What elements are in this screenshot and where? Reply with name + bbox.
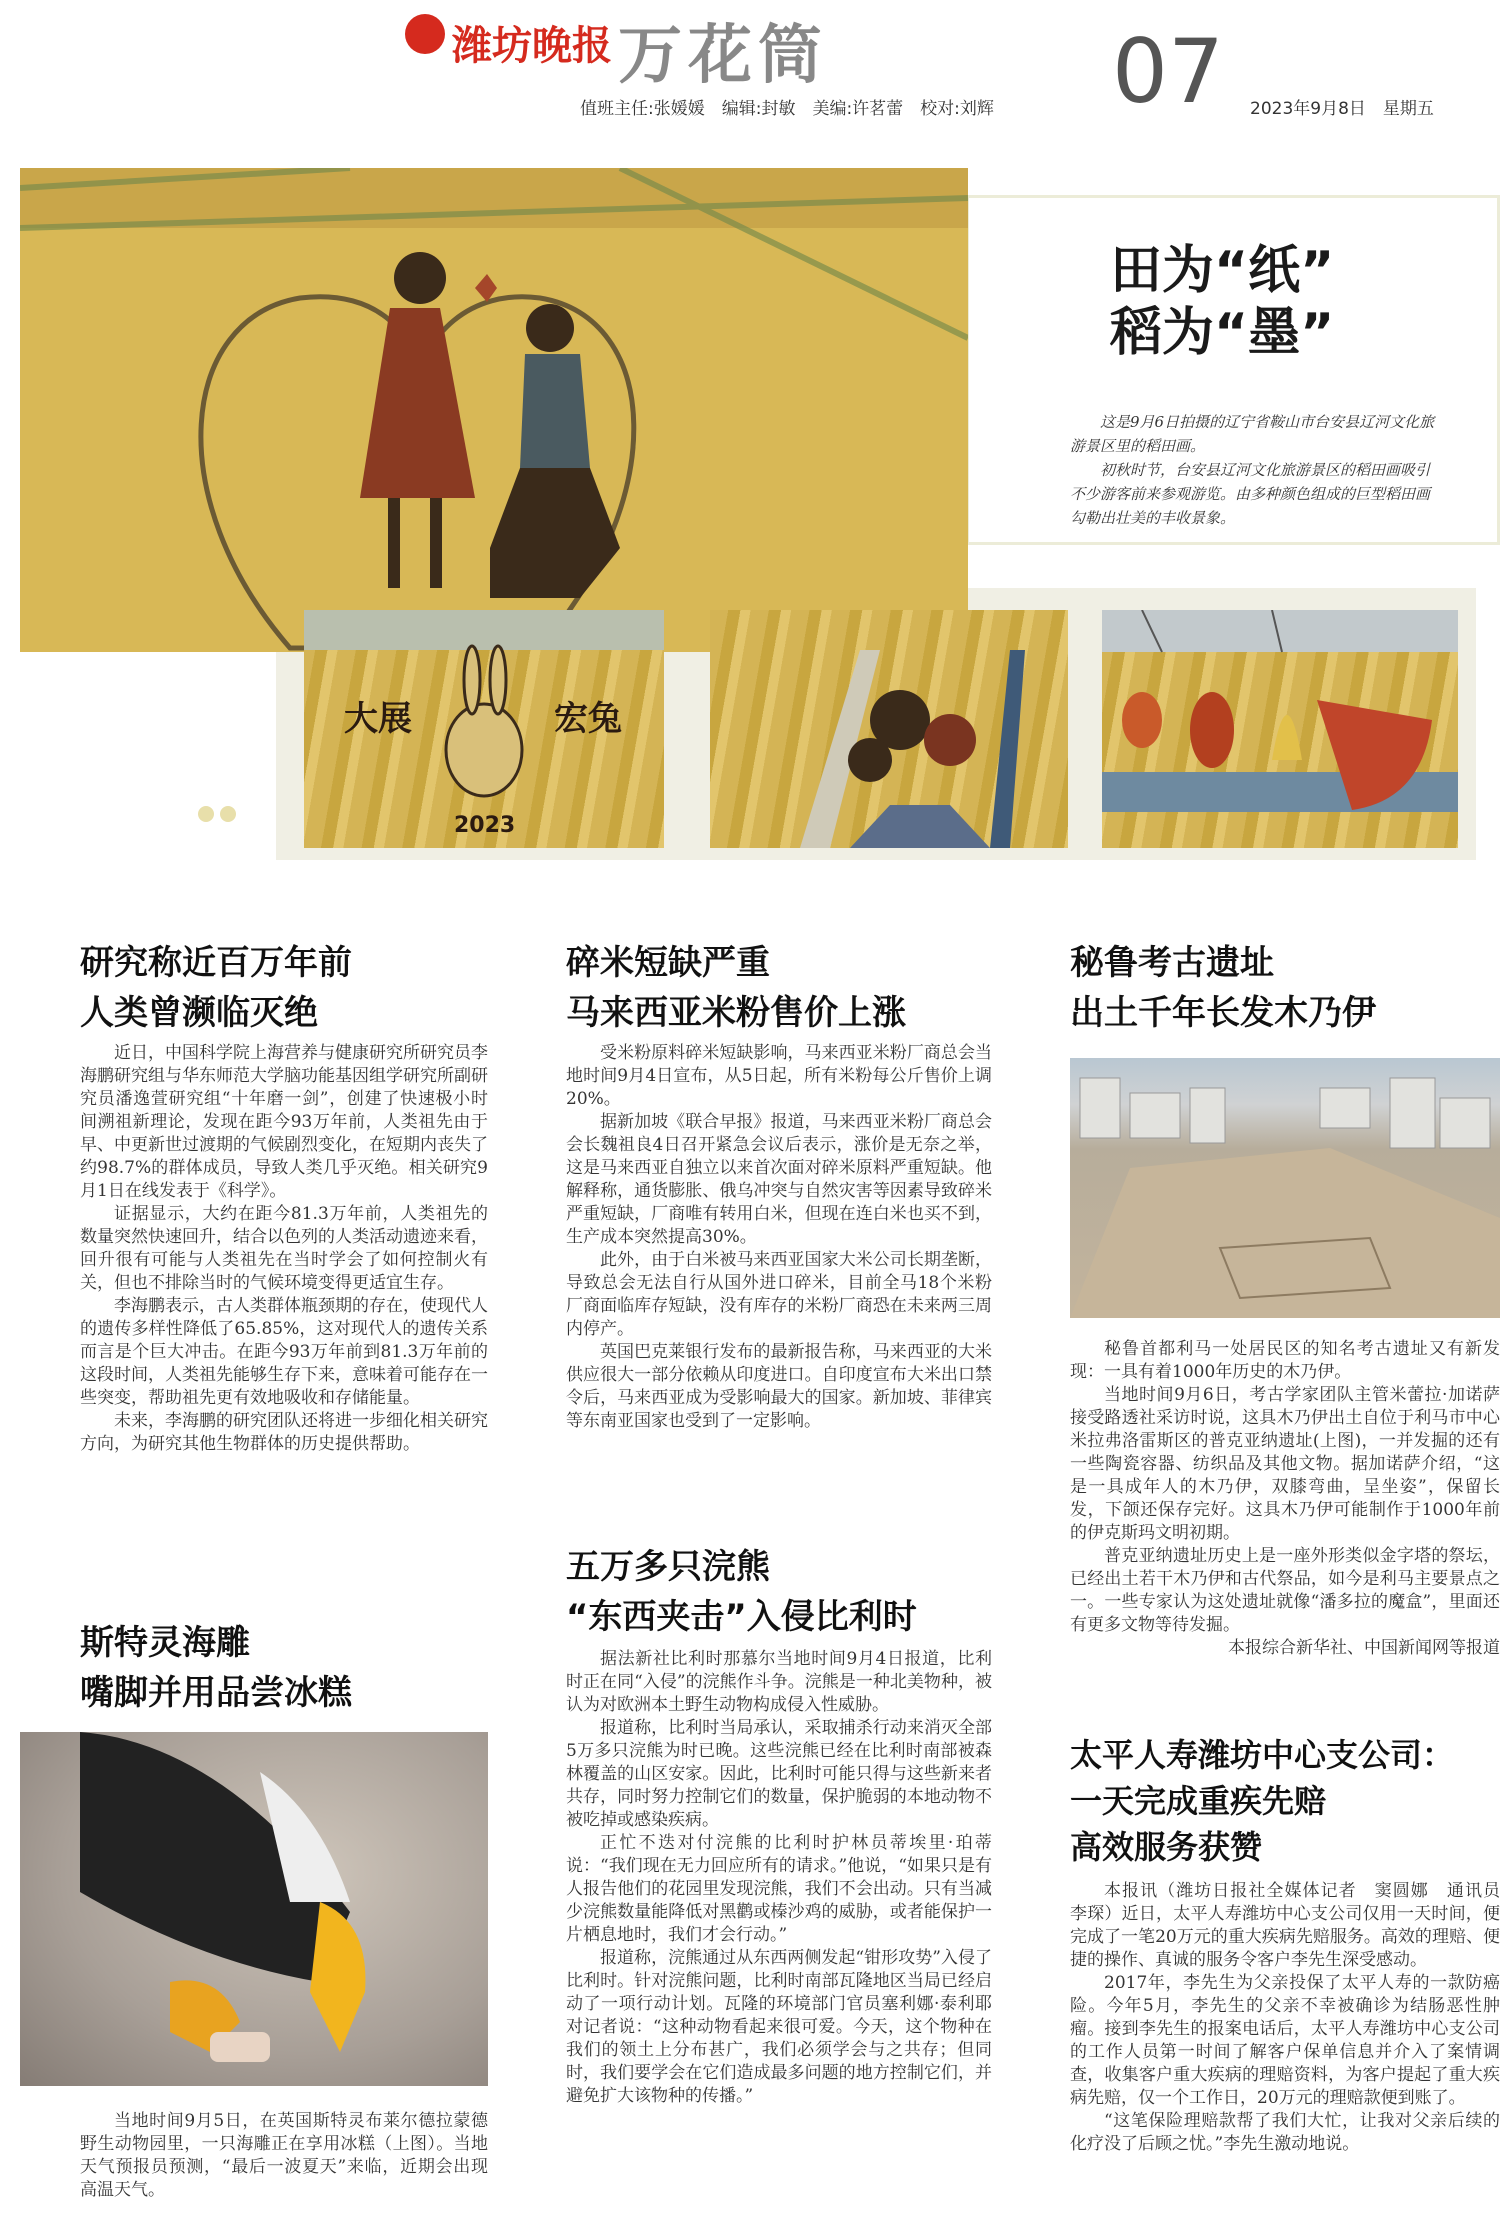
inset-year: 2023 <box>454 813 516 838</box>
headline-extinction: 研究称近百万年前 人类曾濒临灭绝 <box>80 943 352 1033</box>
dot <box>220 806 236 822</box>
article-eagle <box>80 2110 488 2202</box>
paragraph: 未来，李海鹏的研究团队还将进一步细化相关研究方向，为研究其他生物群体的历史提供帮助。 <box>80 1411 488 1454</box>
caption-paragraph: 初秋时节，台安县辽河文化旅游景区的稻田画吸引不少游客前来参观游览。由多种颜色组成的巨型稻田画勾勒出壮美的丰收景象。 <box>1070 461 1431 527</box>
paragraph: 当地时间9月6日，考古学家团队主管米蕾拉·加诺萨接受路透社采访时说，这具木乃伊出土自位于利马市中心米拉弗洛雷斯区的普克亚纳遗址(上图)，一并发掘的还有一些陶瓷容器、纺织品及其他文物。据加诺萨介绍，“这是一具成年人的木乃伊，双膝弯曲，呈坐姿”，保留长发，下颌还保存完好。这具木乃伊可能制作于1000年前的伊克斯玛文明初期。 <box>1070 1385 1500 1543</box>
paragraph: 当地时间9月5日，在英国斯特灵布莱尔德拉蒙德野生动物园里，一只海雕正在享用冰糕（上图）。当地天气预报员预测，“最后一波夏天”来临，近期会出现高温天气。 <box>80 2111 488 2200</box>
paragraph: 本报讯（潍坊日报社全媒体记者 窦圆娜 通讯员 李琛）近日，太平人寿潍坊中心支公司仅用一天时间，便完成了一笔20万元的重大疾病先赔服务。高效的理赔、便捷的操作、真诚的服务令客户李先生深受感动。 <box>1070 1881 1500 1970</box>
woman-head <box>394 252 446 304</box>
editor-credits: 值班主任:张媛媛 编辑:封敏 美编:许茗蕾 校对:刘辉 <box>580 99 994 119</box>
paragraph: 近日，中国科学院上海营养与健康研究所研究员李海鹏研究组与华东师范大学脑功能基因组学研究所副研究员潘逸萱研究组“十年磨一剑”，创建了快速极小时间溯祖新理论，发现在距今93万年前，人类祖先由于早、中更新世过渡期的气候剧烈变化，在短期内丧失了约98.7%的群体成员，导致人类几乎灭绝。相关研究9月1日在线发表于《科学》。 <box>80 1043 488 1201</box>
paragraph: 英国巴克莱银行发布的最新报告称，马来西亚的大米供应很大一部分依赖从印度进口。自印度宣布大米出口禁令后，马来西亚成为受影响最大的国家。新加坡、菲律宾等东南亚国家也受到了一定影响。 <box>566 1342 992 1431</box>
rabbit-art <box>304 610 664 848</box>
headline-insurance: 太平人寿潍坊中心支公司： 一天完成重疾先赔 高效服务获赞 <box>1070 1736 1455 1866</box>
paragraph: 李海鹏表示，古人类群体瓶颈期的存在，使现代人的遗传多样性降低了65.85%，这对现代人的遗传关系而言是个巨大冲击。在距今93万年前到81.3万年前的这段时间，人类祖先能够生存下来，意味着可能存在一些突变，帮助祖先更有效地吸收和存储能量。 <box>80 1296 488 1408</box>
newspaper-brand: 潍坊晚报 <box>452 23 612 69</box>
apple-art <box>1122 692 1162 748</box>
flower-field-photo <box>710 610 1068 848</box>
section-title: 万花筒 <box>618 18 828 93</box>
paragraph: 受米粉原料碎米短缺影响，马来西亚米粉厂商总会当地时间9月4日宣布，从5日起，所有米粉每公斤售价上调20%。 <box>566 1043 992 1109</box>
fruit-art <box>1102 610 1458 848</box>
headline-raccoon: 五万多只浣熊 “东西夹击”入侵比利时 <box>566 1547 917 1637</box>
article-rice <box>566 1042 992 1433</box>
man-head <box>526 304 574 352</box>
article-mummy <box>1070 1338 1500 1660</box>
paragraph: 据新加坡《联合早报》报道，马来西亚米粉厂商总会会长魏祖良4日召开紧急会议后表示，涨价是无奈之举，这是马来西亚自独立以来首次面对碎米原料严重短缺。他解释称，通货膨胀、俄乌冲突与自然灾害等因素导致碎米严重短缺，厂商唯有转用白米，但现在连白米也买不到，生产成本突然提高30%。 <box>566 1112 992 1247</box>
eagle-art <box>20 1732 488 2086</box>
decorative-dots <box>198 806 242 826</box>
paragraph: 报道称，比利时当局承认，采取捕杀行动来消灭全部5万多只浣熊为时已晚。这些浣熊已经在比利时南部被森林覆盖的山区安家。因此，比利时可能只得与这些新来者共存，同时努力控制它们的数量，保护脆弱的本地动物不被吃掉或感染疾病。 <box>566 1718 992 1830</box>
issue-date: 2023年9月8日 星期五 <box>1250 99 1434 119</box>
pear-art <box>1272 715 1302 760</box>
paragraph: 普克亚纳遗址历史上是一座外形类似金字塔的祭坛，已经出土若干木乃伊和古代祭品，如今是利马主要景点之一。一些专家认为这处遗址就像“潘多拉的魔盒”，里面还有更多文物等待发掘。 <box>1070 1546 1500 1635</box>
byline: 本报综合新华社、中国新闻网等报道 <box>1228 1638 1500 1658</box>
dot <box>198 806 214 822</box>
paragraph: 正忙不迭对付浣熊的比利时护林员蒂埃里·珀蒂说：“我们现在无力回应所有的请求。”他说，“如果只是有人报告他们的花园里发现浣熊，我们不会出动。只有当减少浣熊数量能降低对黑鹳或榛沙鸡的威胁，或者能保护一片栖息地时，我们才会行动。” <box>566 1833 992 1945</box>
paragraph: 2017年，李先生为父亲投保了太平人寿的一款防癌险。今年5月，李先生的父亲不幸被确诊为结肠恶性肿瘤。接到李先生的报案电话后，太平人寿潍坊中心支公司的工作人员第一时间了解客户保单信息并介入了案情调查，收集客户重大疾病的理赔资料，为客户提起了重大疾病先赔，仅一个工作日，20万元的理赔款便到账了。 <box>1070 1973 1500 2108</box>
article-extinction <box>80 1042 488 1456</box>
flower-art <box>710 610 1068 848</box>
caption-paragraph: 这是9月6日拍摄的辽宁省鞍山市台安县辽河文化旅游景区里的稻田画。 <box>1070 413 1435 455</box>
archaeology-site-photo <box>1070 1058 1500 1318</box>
page-number: 07 <box>1112 20 1224 123</box>
rabbit-field-photo <box>304 610 664 848</box>
eagle-photo <box>20 1732 488 2086</box>
feature-title: 田为“纸” 稻为“墨” <box>1110 241 1335 363</box>
inset-script-right: 宏兔 <box>554 699 622 739</box>
paragraph: 据法新社比利时那慕尔当地时间9月4日报道，比利时正在同“入侵”的浣熊作斗争。浣熊是一种北美物种，被认为对欧洲本土野生动物构成侵入性威胁。 <box>566 1649 992 1715</box>
article-insurance <box>1070 1880 1500 2156</box>
rice-field-art <box>20 168 968 652</box>
main-rice-field-photo <box>20 168 968 652</box>
paragraph: 此外，由于白米被马来西亚国家大米公司长期垄断，导致总会无法自行从国外进口碎米，目前全马18个米粉厂商面临库存短缺，没有库存的米粉厂商恐在未来两三周内停产。 <box>566 1250 992 1339</box>
article-raccoon <box>566 1648 992 2108</box>
headline-rice: 碎米短缺严重 马来西亚米粉售价上涨 <box>566 943 906 1033</box>
headline-eagle: 斯特灵海雕 嘴脚并用品尝冰糕 <box>80 1623 352 1713</box>
feature-caption <box>1070 410 1440 530</box>
strawberry-art <box>1190 692 1234 768</box>
paragraph: 秘鲁首都利马一处居民区的知名考古遗址又有新发现：一具有着1000年历史的木乃伊。 <box>1070 1339 1500 1382</box>
newspaper-logo-icon <box>405 14 445 54</box>
paragraph: 报道称，浣熊通过从东西两侧发起“钳形攻势”入侵了比利时。针对浣熊问题，比利时南部瓦隆地区当局已经启动了一项行动计划。瓦隆的环境部门官员塞利娜·泰利耶对记者说：“这种动物看起来很可爱。今天，这个物种在我们的领土上分布甚广，我们必须学会与之共存；但同时，我们要学会在它们造成最多问题的地方控制它们，并避免扩大该物种的传播。” <box>566 1948 992 2106</box>
paragraph: “这笔保险理赔款帮了我们大忙，让我对父亲后续的化疗没了后顾之忧。”李先生激动地说。 <box>1070 2111 1500 2154</box>
inset-script-left: 大展 <box>344 699 412 739</box>
fruit-field-photo <box>1102 610 1458 848</box>
man-shirt <box>520 354 590 468</box>
paragraph: 证据显示，大约在距今81.3万年前，人类祖先的数量突然快速回升，结合以色列的人类活动遗迹来看，回升很有可能与人类祖先在当时学会了如何控制火有关，但也不排除当时的气候环境变得更适宜生存。 <box>80 1204 488 1293</box>
archaeology-site-art <box>1070 1058 1500 1318</box>
headline-mummy: 秘鲁考古遗址 出土千年长发木乃伊 <box>1070 943 1376 1033</box>
